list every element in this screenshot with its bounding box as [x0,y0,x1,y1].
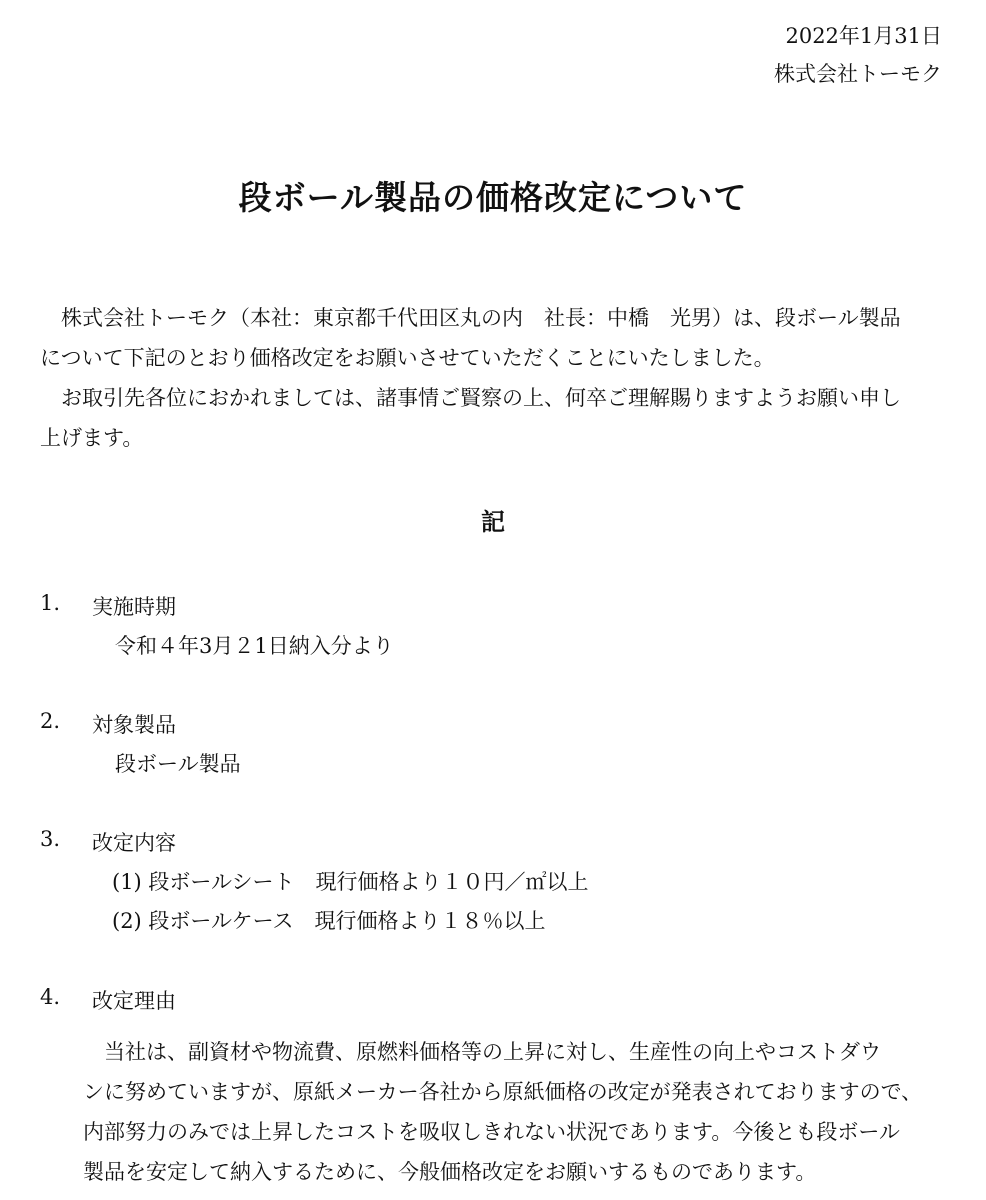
section-body-line: (1) 段ボールシート 現行価格より１０円／㎡以上 [112,870,589,894]
section-body-line: 内部努力のみでは上昇したコストを吸収しきれない状況であります。今後とも段ボール [83,1120,900,1144]
section-body-line: ンに努めていますが、原紙メーカー各社から原紙価格の改定が発表されておりますので、 [83,1080,923,1104]
section-heading: 実施時期 [92,595,176,619]
intro-line: について下記のとおり価格改定をお願いさせていただくことにいたしました。 [40,346,775,370]
section-body-line: 当社は、副資材や物流費、原燃料価格等の上昇に対し、生産性の向上やコストダウ [83,1040,881,1064]
section-number: 4. [40,985,61,1009]
intro-line: 株式会社トーモク（本社：東京都千代田区丸の内 社長：中橋 光男）は、段ボール製品 [40,306,901,330]
ki-heading: 記 [481,507,505,536]
section-body-line: 製品を安定して納入するために、今般価格改定をお願いするものであります。 [83,1160,817,1184]
section-body-line: 令和４年3月２1日納入分より [115,634,394,658]
document-title: 段ボール製品の価格改定について [238,178,748,217]
section-number: 3. [40,827,61,851]
document-date: 2022年1月31日 [785,24,942,48]
section-heading: 対象製品 [92,713,176,737]
intro-line: 上げます。 [40,426,144,450]
section-body-line: 段ボール製品 [115,752,241,776]
section-heading: 改定理由 [92,989,176,1013]
section-body-line: (2) 段ボールケース 現行価格より１８％以上 [112,909,546,933]
intro-line: お取引先各位におかれましては、諸事情ご賢察の上、何卒ご理解賜りますようお願い申し [40,386,901,410]
company-name: 株式会社トーモク [774,62,942,86]
section-heading: 改定内容 [92,831,176,855]
section-number: 1. [40,591,61,615]
section-number: 2. [40,709,61,733]
